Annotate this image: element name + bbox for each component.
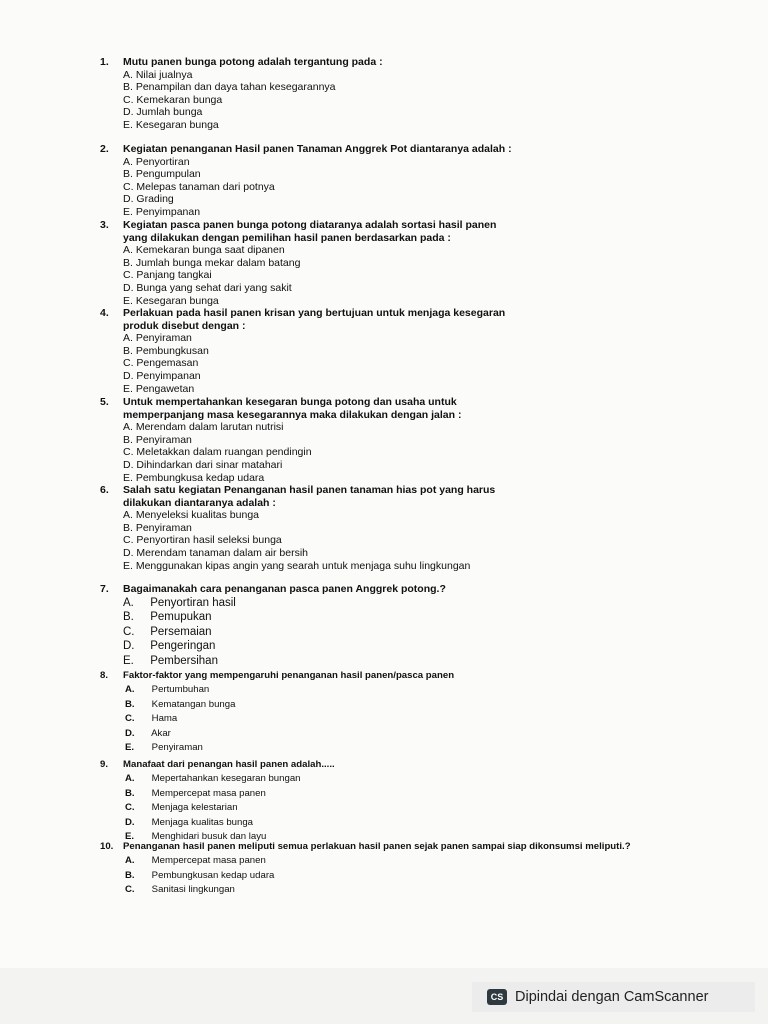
option-letter: C.	[123, 357, 134, 370]
answer-option	[123, 332, 505, 345]
answer-option	[123, 534, 495, 547]
question-number: 2.	[100, 143, 109, 155]
question-number: 7.	[100, 583, 109, 595]
option-letter: C.	[123, 534, 134, 547]
option-text: Mempercepat masa panen	[151, 855, 266, 867]
option-letter: C.	[123, 93, 134, 106]
question-8	[100, 669, 454, 755]
option-letter: E.	[123, 118, 133, 131]
question-text: Kegiatan penanganan Hasil panen Tanaman Anggrek Pot diantaranya adalah :	[123, 143, 512, 155]
option-text: Penyiraman	[151, 742, 203, 754]
option-text: Menyeleksi kualitas bunga	[135, 509, 259, 522]
answer-option	[123, 357, 505, 370]
option-letter: B.	[123, 81, 133, 94]
option-text: Penyimpanan	[135, 205, 201, 218]
answer-option	[123, 295, 496, 308]
option-text: Menjaga kualitas bunga	[151, 816, 254, 828]
option-letter: D.	[125, 727, 135, 739]
question-1	[100, 56, 383, 132]
answer-option	[123, 547, 495, 560]
answer-option	[125, 854, 631, 868]
answer-option	[125, 801, 335, 815]
option-letter: D.	[123, 640, 135, 653]
option-letter: A.	[123, 155, 133, 168]
question-text: Untuk mempertahankan kesegaran bunga potong dan usaha untuk	[123, 396, 457, 408]
option-letter: B.	[123, 611, 134, 624]
option-letter: E.	[123, 205, 133, 218]
option-text: Penyortiran hasil	[150, 596, 236, 609]
answer-option	[125, 698, 454, 712]
option-text: Penyiraman	[135, 332, 192, 345]
answer-option	[123, 610, 446, 625]
answer-option	[123, 625, 446, 640]
answer-option	[123, 181, 512, 194]
option-text: Pengemasan	[136, 357, 199, 370]
answer-option	[123, 459, 461, 472]
option-letter: B.	[123, 433, 133, 446]
option-letter: C.	[123, 269, 134, 282]
option-letter: B.	[123, 344, 133, 357]
question-text: Salah satu kegiatan Penanganan hasil panen tanaman hias pot yang harus	[123, 484, 496, 496]
question-text-continued: yang dilakukan dengan pemilihan hasil panen berdasarkan pada :	[123, 231, 451, 244]
option-text: Kematangan bunga	[151, 698, 236, 710]
option-text: Bunga yang sehat dari yang sakit	[136, 281, 292, 294]
option-letter: C.	[125, 713, 135, 725]
question-text-continued: produk disebut dengan :	[123, 319, 246, 332]
answer-options	[125, 683, 454, 755]
option-letter: C.	[123, 446, 134, 459]
option-letter: B.	[125, 698, 135, 710]
answer-options	[125, 772, 335, 844]
answer-option	[123, 69, 383, 82]
option-letter: B.	[123, 256, 133, 269]
answer-option	[125, 741, 454, 755]
answer-option	[123, 269, 496, 282]
option-text: Persemaian	[150, 625, 212, 638]
option-text: Meletakkan dalam ruangan pendingin	[136, 446, 312, 459]
option-letter: E.	[125, 831, 135, 843]
question-heading	[100, 840, 631, 854]
option-text: Melepas tanaman dari potnya	[136, 180, 275, 193]
answer-option	[125, 712, 454, 726]
option-letter: D.	[123, 281, 134, 294]
question-heading	[100, 484, 495, 497]
answer-options	[123, 596, 446, 669]
question-7	[100, 583, 446, 669]
option-text: Pertumbuhan	[151, 684, 210, 696]
option-text: Menggunakan kipas angin yang searah untuk menjaga suhu lingkungan	[135, 559, 471, 572]
option-text: Kemekaran bunga saat dipanen	[135, 244, 285, 257]
question-number: 3.	[100, 219, 109, 231]
option-letter: A.	[123, 332, 133, 345]
option-letter: A.	[123, 68, 133, 81]
question-heading	[100, 56, 383, 69]
question-text: Manafaat dari penangan hasil panen adalah.....	[123, 759, 335, 770]
watermark-text: Dipindai dengan CamScanner	[515, 989, 709, 1005]
option-text: Pembungkusa kedap udara	[135, 471, 265, 484]
answer-option	[125, 883, 631, 897]
option-letter: D.	[123, 458, 134, 471]
option-letter: D.	[123, 369, 134, 382]
answer-options	[123, 156, 512, 219]
answer-option	[123, 509, 495, 522]
option-letter: D.	[123, 546, 134, 559]
option-text: Grading	[136, 193, 174, 206]
option-text: Menghidari busuk dan layu	[151, 831, 267, 843]
camscanner-watermark	[472, 982, 755, 1012]
question-6	[100, 484, 495, 572]
answer-option	[123, 639, 446, 654]
option-letter: A.	[125, 773, 135, 785]
question-3	[100, 219, 496, 307]
question-heading	[100, 669, 454, 683]
answer-option	[123, 654, 446, 669]
question-number: 8.	[100, 670, 109, 681]
question-number: 10.	[100, 841, 114, 852]
answer-option	[123, 193, 512, 206]
option-letter: C.	[125, 802, 135, 814]
question-text-continued: memperpanjang masa kesegarannya maka dilakukan dengan jalan :	[123, 408, 462, 421]
answer-option	[123, 596, 446, 611]
option-letter: E.	[123, 559, 133, 572]
option-text: Pembungkusan	[135, 344, 209, 357]
option-letter: C.	[123, 180, 134, 193]
option-text: Sanitasi lingkungan	[151, 884, 235, 896]
option-text: Nilai jualnya	[135, 68, 193, 81]
question-number: 9.	[100, 759, 109, 770]
question-text: Penanganan hasil panen meliputi semua perlakuan hasil panen sejak panen sampai siap dikonsumsi meliputi.?	[123, 841, 631, 852]
answer-option	[123, 434, 461, 447]
answer-option	[125, 727, 454, 741]
answer-option	[123, 257, 496, 270]
option-letter: D.	[125, 816, 135, 828]
answer-option	[123, 370, 505, 383]
question-text: Mutu panen bunga potong adalah tergantung pada :	[123, 56, 383, 68]
question-2	[100, 143, 512, 219]
question-5	[100, 396, 461, 484]
option-text: Kemekaran bunga	[136, 93, 223, 106]
option-letter: A.	[125, 855, 135, 867]
question-9	[100, 758, 335, 844]
option-text: Merendam dalam larutan nutrisi	[135, 421, 284, 434]
question-text: Faktor-faktor yang mempengaruhi penanganan hasil panen/pasca panen	[123, 670, 455, 681]
camscanner-logo-icon: CS	[487, 989, 507, 1005]
answer-option	[123, 421, 461, 434]
answer-option	[123, 94, 383, 107]
option-text: Pembersihan	[150, 654, 218, 667]
answer-option	[123, 446, 461, 459]
option-letter: D.	[123, 106, 134, 119]
answer-options	[123, 409, 461, 485]
option-letter: A.	[123, 596, 134, 609]
option-letter: A.	[125, 684, 135, 696]
option-text: Kesegaran bunga	[135, 118, 219, 131]
answer-option	[123, 472, 461, 485]
question-heading	[100, 307, 505, 320]
answer-option	[125, 787, 335, 801]
answer-option	[123, 206, 512, 219]
option-text: Panjang tangkai	[136, 269, 212, 282]
answer-option	[123, 560, 495, 573]
question-text: Perlakuan pada hasil panen krisan yang bertujuan untuk menjaga kesegaran	[123, 307, 506, 319]
answer-option	[123, 244, 496, 257]
answer-option	[123, 156, 512, 169]
option-letter: B.	[123, 168, 133, 181]
answer-option	[125, 772, 335, 786]
option-letter: E.	[125, 742, 135, 754]
option-text: Mepertahankan kesegaran bungan	[151, 773, 301, 785]
answer-option	[123, 345, 505, 358]
question-10	[100, 840, 631, 898]
question-text: Kegiatan pasca panen bunga potong diataranya adalah sortasi hasil panen	[123, 219, 497, 231]
answer-option	[123, 383, 505, 396]
option-text: Mempercepat masa panen	[151, 787, 266, 799]
answer-option	[123, 522, 495, 535]
option-letter: E.	[123, 471, 133, 484]
question-heading	[100, 758, 335, 772]
question-number: 5.	[100, 396, 109, 408]
answer-option	[123, 119, 383, 132]
option-text: Pengumpulan	[135, 168, 201, 181]
option-letter: A.	[123, 509, 133, 522]
answer-option	[125, 869, 631, 883]
option-letter: C.	[123, 625, 135, 638]
option-text: Penampilan dan daya tahan kesegarannya	[135, 81, 336, 94]
answer-options	[123, 232, 496, 308]
option-letter: B.	[125, 787, 135, 799]
option-text: Penyimpanan	[136, 369, 201, 382]
option-letter: A.	[123, 421, 133, 434]
option-letter: B.	[123, 521, 133, 534]
option-text: Hama	[151, 713, 178, 725]
question-number: 1.	[100, 56, 109, 68]
answer-options	[125, 854, 631, 897]
question-heading	[100, 396, 461, 409]
option-text: Akar	[151, 727, 171, 739]
option-text: Jumlah bunga	[136, 106, 203, 119]
option-text: Penyortiran	[135, 155, 190, 168]
answer-option	[125, 816, 335, 830]
option-text: Penyiraman	[135, 521, 192, 534]
option-text: Pemupukan	[150, 611, 212, 624]
option-letter: C.	[125, 884, 135, 896]
question-text: Bagaimanakah cara penanganan pasca panen Anggrek potong.?	[123, 583, 446, 595]
option-text: Penyortiran hasil seleksi bunga	[136, 534, 282, 547]
option-letter: B.	[125, 869, 135, 881]
option-text: Jumlah bunga mekar dalam batang	[135, 256, 301, 269]
option-text: Pengawetan	[135, 382, 195, 395]
answer-option	[125, 683, 454, 697]
question-heading	[100, 583, 446, 596]
option-letter: A.	[123, 244, 133, 257]
question-heading	[100, 219, 496, 232]
option-text: Kesegaran bunga	[135, 294, 219, 307]
answer-options	[123, 497, 495, 573]
answer-option	[123, 106, 383, 119]
option-letter: E.	[123, 654, 134, 667]
answer-option	[123, 81, 383, 94]
question-number: 6.	[100, 484, 109, 496]
answer-options	[123, 69, 383, 132]
question-number: 4.	[100, 307, 109, 319]
option-text: Pembungkusan kedap udara	[151, 869, 275, 881]
option-text: Penyiraman	[135, 433, 192, 446]
answer-option	[123, 168, 512, 181]
option-text: Merendam tanaman dalam air bersih	[136, 546, 309, 559]
question-heading	[100, 143, 512, 156]
option-letter: E.	[123, 294, 133, 307]
option-text: Menjaga kelestarian	[151, 802, 238, 814]
option-text: Pengeringan	[150, 640, 216, 653]
question-4	[100, 307, 505, 395]
option-text: Dihindarkan dari sinar matahari	[136, 458, 283, 471]
answer-option	[123, 282, 496, 295]
option-letter: D.	[123, 193, 134, 206]
option-letter: E.	[123, 382, 133, 395]
question-text-continued: dilakukan diantaranya adalah :	[123, 496, 276, 509]
answer-options	[123, 320, 505, 396]
